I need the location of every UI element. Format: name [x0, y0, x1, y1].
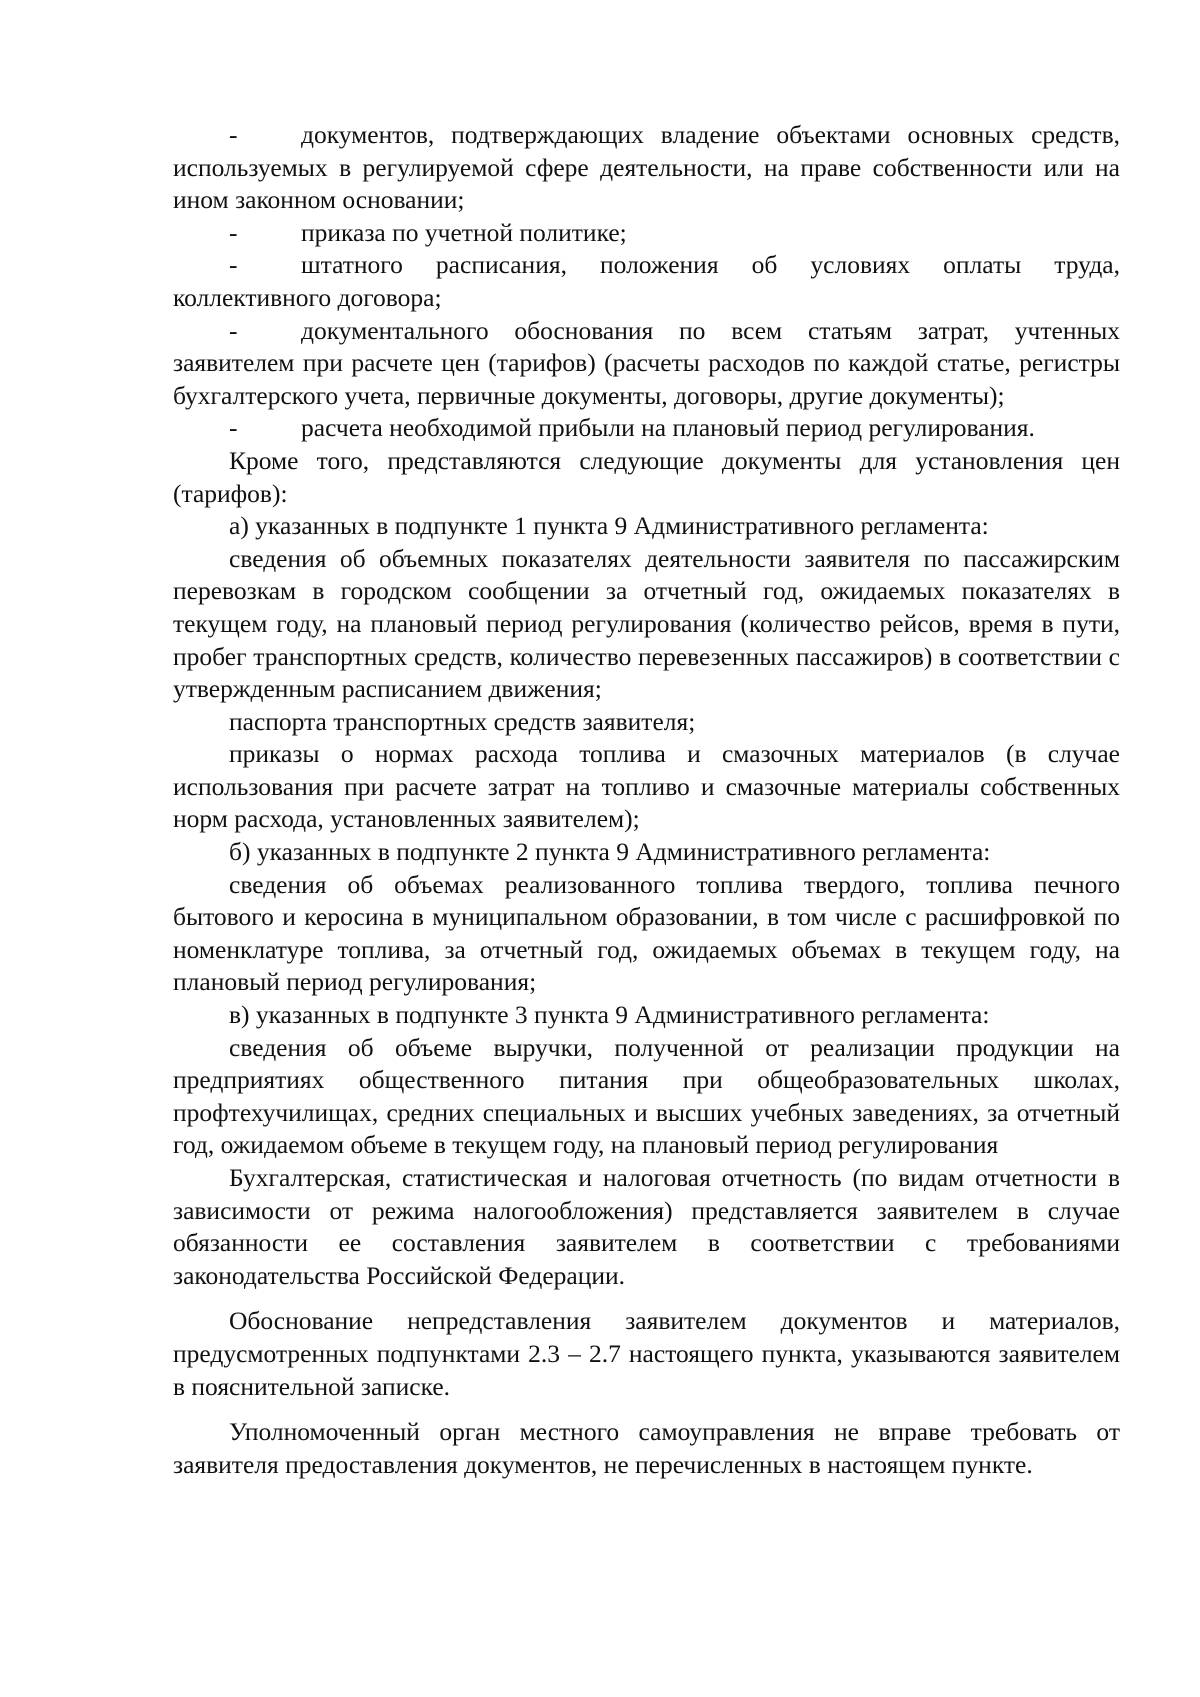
- list-marker: -: [229, 250, 238, 280]
- list-item: [173, 217, 1120, 250]
- paragraph: б) указанных в подпункте 2 пункта 9 Административного регламента:: [229, 837, 991, 867]
- list-marker: -: [229, 120, 238, 149]
- document-page: [173, 119, 1120, 1481]
- list-item-text: документального обоснования по всем статьям затрат, учтенных заявителем при расчете цен (тарифов) (расчеты расходов по каждой статье, регистры бухгалтерского учета, первичные документы, договоры, другие документы);: [173, 315, 1120, 410]
- list-item: [173, 412, 1120, 445]
- paragraph: сведения об объемах реализованного топлива твердого, топлива печного бытового и керосина в муниципальном образовании, в том числе с расшифровкой по номенклатуре топлива, за отчетный год, ожидаемых объемах в текущем году, на плановый период регулирования;: [173, 869, 1120, 997]
- list-item-text: приказа по учетной политике;: [301, 217, 627, 247]
- list-item-text: расчета необходимой прибыли на плановый период регулирования.: [301, 413, 1035, 443]
- list-item-text: штатного расписания, положения об условиях оплаты труда, коллективного договора;: [173, 250, 1120, 312]
- paragraph: Кроме того, представляются следующие документы для установления цен (тарифов):: [173, 445, 1120, 508]
- list-item-text: документов, подтверждающих владение объектами основных средств, используемых в регулируемой сфере деятельности, на праве собственности или на ином законном основании;: [173, 120, 1120, 215]
- list-marker: -: [229, 315, 238, 345]
- paragraph: приказы о нормах расхода топлива и смазочных материалов (в случае использования при расчете затрат на топливо и смазочные материалы собственных норм расхода, установленных заявителем);: [173, 739, 1120, 834]
- list-item: [173, 315, 1120, 413]
- paragraph: а) указанных в подпункте 1 пункта 9 Административного регламента:: [229, 511, 989, 541]
- paragraph: Обоснование непредставления заявителем документов и материалов, предусмотренных подпунктами 2.3 – 2.7 настоящего пункта, указываются заявителем в пояснительной записке.: [173, 1306, 1120, 1401]
- list-item: [173, 119, 1120, 217]
- paragraph: Уполномоченный орган местного самоуправления не вправе требовать от заявителя предоставления документов, не перечисленных в настоящем пункте.: [173, 1417, 1120, 1479]
- paragraph: Бухгалтерская, статистическая и налоговая отчетность (по видам отчетности в зависимости от режима налогообложения) представляется заявителем в случае обязанности ее составления заявителем в соответствии с требованиями законодательства Российской Федерации.: [173, 1163, 1120, 1290]
- list-item: [173, 249, 1120, 314]
- paragraph: сведения об объеме выручки, полученной от реализации продукции на предприятиях общественного питания при общеобразовательных школах, профтехучилищах, средних специальных и высших учебных заведениях, за отчетный год, ожидаемом объеме в текущем году, на плановый период регулирования: [173, 1032, 1120, 1160]
- paragraph: сведения об объемных показателях деятельности заявителя по пассажирским перевозкам в городском сообщении за отчетный год, ожидаемых показателях в текущем году, на плановый период регулирования (количество рейсов, время в пути, пробег транспортных средств, количество перевезенных пассажиров) в соответствии с утвержденным расписанием движения;: [173, 543, 1120, 704]
- paragraph: в) указанных в подпункте 3 пункта 9 Административного регламента:: [229, 1000, 990, 1030]
- paragraph: паспорта транспортных средств заявителя;: [229, 706, 696, 736]
- list-marker: -: [229, 217, 238, 247]
- list-marker: -: [229, 413, 238, 443]
